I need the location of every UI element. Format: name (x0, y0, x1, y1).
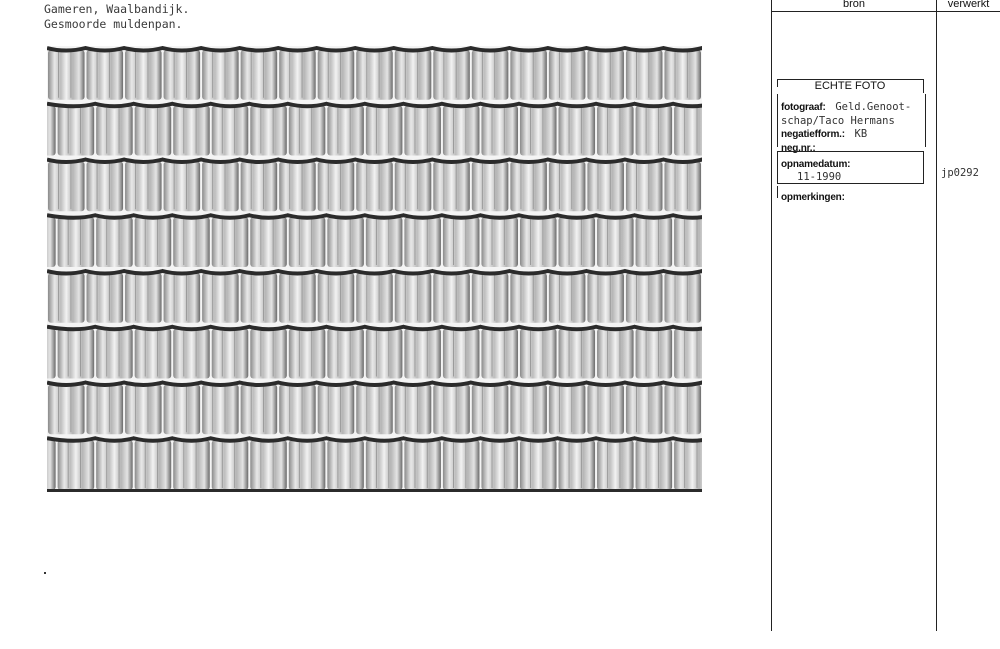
roof-tile (549, 273, 586, 323)
roof-tile (212, 106, 249, 156)
roof-tile (173, 329, 210, 379)
opmerkingen-row (781, 185, 845, 204)
roof-tile (472, 273, 509, 323)
roof-tile (135, 329, 172, 379)
roof-tile (674, 106, 702, 156)
roof-tile (443, 106, 480, 156)
roof-tile (202, 50, 239, 100)
roof-tile (327, 329, 364, 379)
roof-tile (472, 162, 509, 212)
caption-location: Gameren, Waalbandijk. (44, 2, 190, 16)
roof-tile (597, 440, 634, 490)
verwerkt-column-border (936, 0, 937, 631)
tile-row-edge (47, 104, 702, 107)
opmerkingen-label: opmerkingen: (781, 192, 845, 203)
roof-tile (47, 329, 56, 379)
roof-tile (366, 217, 403, 267)
roof-tile (520, 329, 557, 379)
roof-tile (597, 106, 634, 156)
roof-tiles-photo (47, 46, 702, 492)
roof-tile (395, 273, 432, 323)
roof-tile (279, 50, 316, 100)
roof-tile (289, 106, 326, 156)
negatiefform-label: negatiefform.: (781, 129, 845, 140)
roof-tile (443, 329, 480, 379)
roof-tile (125, 385, 162, 435)
roof-tile (279, 385, 316, 435)
roof-tile (587, 273, 624, 323)
roof-tile (674, 440, 702, 490)
roof-tile (135, 217, 172, 267)
roof-tile (212, 217, 249, 267)
roof-tile (664, 273, 701, 323)
roof-tile (241, 50, 278, 100)
roof-tile (366, 440, 403, 490)
roof-tile (241, 162, 278, 212)
roof-tile (520, 440, 557, 490)
tile-row-edge (47, 215, 702, 218)
roof-tile (366, 106, 403, 156)
roof-tile (549, 162, 586, 212)
negnr-label: neg.nr.: (781, 143, 816, 154)
opnamedatum-label: opnamedatum: (781, 159, 851, 170)
roof-tile (404, 106, 441, 156)
roof-tile (481, 440, 518, 490)
roof-tile (664, 385, 701, 435)
roof-tile (125, 273, 162, 323)
roof-tile (510, 162, 547, 212)
roof-tile (48, 273, 85, 323)
roof-tile (48, 50, 85, 100)
roof-tile (356, 162, 393, 212)
photo-caption (44, 2, 189, 32)
roof-tile (404, 329, 441, 379)
roof-tile (173, 106, 210, 156)
roof-tile (510, 385, 547, 435)
caption-description: Gesmoorde muldenpan. (44, 17, 183, 31)
roof-tile (366, 329, 403, 379)
roof-tile (549, 50, 586, 100)
roof-tile (597, 217, 634, 267)
opnamedatum-value: 11-1990 (797, 171, 842, 183)
roof-tile (250, 440, 287, 490)
roof-tile (250, 329, 287, 379)
roof-tile (636, 106, 673, 156)
roof-tile (87, 50, 124, 100)
roof-tile (58, 217, 95, 267)
roof-tile (58, 106, 95, 156)
roof-tile (433, 50, 470, 100)
roof-tile (433, 273, 470, 323)
fotograaf-label: fotograaf: (781, 102, 826, 113)
roof-tile (164, 385, 201, 435)
roof-tile (279, 273, 316, 323)
bron-column-border (771, 0, 772, 631)
roof-tile (58, 440, 95, 490)
roof-tile (96, 106, 133, 156)
roof-tile (289, 217, 326, 267)
roof-tile (664, 162, 701, 212)
roof-tile (587, 50, 624, 100)
roof-tile (520, 217, 557, 267)
roof-tile (173, 217, 210, 267)
roof-tile (47, 440, 56, 490)
roof-tile (47, 106, 56, 156)
roof-tile (164, 162, 201, 212)
roof-tile (433, 162, 470, 212)
roof-tile (395, 50, 432, 100)
roof-tile (202, 162, 239, 212)
roof-tile (318, 385, 355, 435)
roof-tile (626, 162, 663, 212)
roof-tile (472, 50, 509, 100)
roof-tile (289, 440, 326, 490)
roof-tile (327, 106, 364, 156)
roof-tile (327, 217, 364, 267)
roof-tile (587, 385, 624, 435)
roof-tile (250, 106, 287, 156)
opnamedatum-value-row (797, 165, 841, 184)
roof-tile (212, 440, 249, 490)
roof-tile (404, 440, 441, 490)
roof-tile (443, 217, 480, 267)
roof-tile (356, 50, 393, 100)
roof-tile (549, 385, 586, 435)
roof-tile (674, 329, 702, 379)
roof-tile (404, 217, 441, 267)
roof-tile (96, 217, 133, 267)
fotograaf-value-line2: schap/Taco Hermans (781, 115, 895, 127)
roof-tile (202, 273, 239, 323)
fotograaf-value-line1: Geld.Genoot- (835, 101, 912, 113)
roof-tile (241, 385, 278, 435)
scan-speck (44, 572, 46, 574)
bron-column-header: bron (772, 0, 936, 12)
roof-tile (510, 273, 547, 323)
roof-tile (636, 329, 673, 379)
roof-tile (135, 440, 172, 490)
roof-tile (173, 440, 210, 490)
opmerkingen-corner-mark (777, 186, 778, 198)
roof-tile (674, 217, 702, 267)
roof-tile (510, 50, 547, 100)
roof-tile (241, 273, 278, 323)
roof-tile (164, 50, 201, 100)
roof-tile (626, 273, 663, 323)
verwerkt-column-header: verwerkt (937, 0, 1000, 12)
roof-tile (626, 385, 663, 435)
roof-tile (202, 385, 239, 435)
roof-tile (96, 329, 133, 379)
roof-tile (318, 273, 355, 323)
roof-tile (433, 385, 470, 435)
roof-tile (356, 273, 393, 323)
roof-tile (559, 329, 596, 379)
roof-tile (481, 329, 518, 379)
roof-tile (481, 217, 518, 267)
card-title: ECHTE FOTO (777, 79, 924, 93)
reference-code: jp0292 (941, 167, 979, 179)
roof-tile (481, 106, 518, 156)
roof-tile (212, 329, 249, 379)
roof-tile (47, 217, 56, 267)
roof-tile (443, 440, 480, 490)
tile-row-edge (47, 438, 702, 441)
roof-tile (289, 329, 326, 379)
roof-tile (164, 273, 201, 323)
roof-tile (327, 440, 364, 490)
roof-tile (559, 106, 596, 156)
roof-tile (636, 217, 673, 267)
roof-tile (559, 217, 596, 267)
roof-tile (125, 162, 162, 212)
roof-tile (636, 440, 673, 490)
roof-tile (87, 385, 124, 435)
roof-tile (318, 50, 355, 100)
roof-tile (318, 162, 355, 212)
roof-tile (626, 50, 663, 100)
roof-tile (87, 273, 124, 323)
roof-tile (96, 440, 133, 490)
roof-tile (472, 385, 509, 435)
roof-tile (520, 106, 557, 156)
roof-tile (279, 162, 316, 212)
roof-tile (559, 440, 596, 490)
tile-row-edge (47, 327, 702, 330)
photo-bottom-edge (47, 489, 702, 492)
negatiefform-value: KB (854, 128, 868, 140)
roof-tile (87, 162, 124, 212)
roof-tiles-image (47, 46, 702, 492)
roof-tile (597, 329, 634, 379)
roof-tile (48, 162, 85, 212)
roof-tile (125, 50, 162, 100)
roof-tile (395, 162, 432, 212)
roof-tile (48, 385, 85, 435)
roof-tile (395, 385, 432, 435)
roof-tile (58, 329, 95, 379)
roof-tile (250, 217, 287, 267)
roof-tile (135, 106, 172, 156)
roof-tile (664, 50, 701, 100)
roof-tile (356, 385, 393, 435)
roof-tile (587, 162, 624, 212)
